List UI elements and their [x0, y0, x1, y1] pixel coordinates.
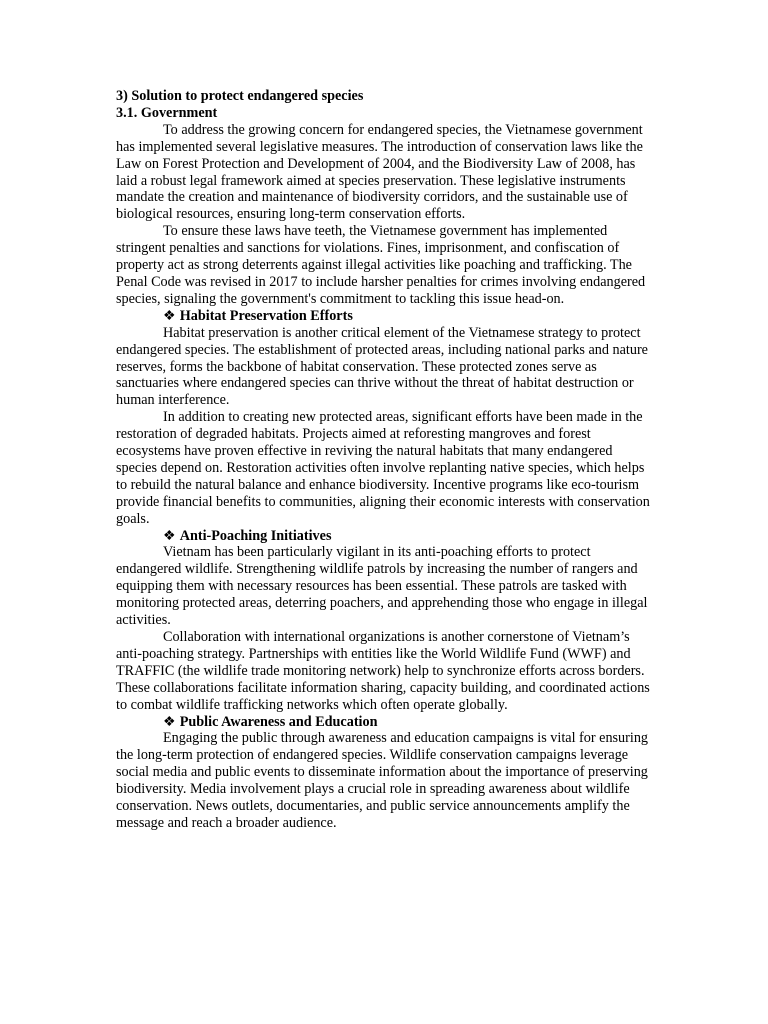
- bullet-heading-habitat: [116, 308, 656, 325]
- paragraph: To address the growing concern for endangered species, the Vietnamese government has implemented several legislative measures. The introduction of conservation laws like the Law on Forest Protection and Development of 2004, and the Biodiversity Law of 2008, has laid a robust legal framework aimed at species preservation. These legislative instruments mandate the creation and maintenance of biodiversity corridors, and the sustainable use of biological resources, ensuring long-term conservation efforts.: [116, 121, 643, 223]
- paragraph: In addition to creating new protected areas, significant efforts have been made in the restoration of degraded habitats. Projects aimed at reforesting mangroves and forest ecosystems have proven effective in reviving the natural habitats that many endangered species depend on. Restoration activities often involve replanting native species, which helps to rebuild the natural balance and enhance biodiversity. Incentive programs like eco-tourism provide financial benefits to communities, aligning their economic interests with conservation goals.: [116, 409, 650, 527]
- bullet-heading-label: Habitat Preservation Efforts: [179, 307, 353, 324]
- bullet-heading-label: Anti-Poaching Initiatives: [179, 527, 332, 544]
- subsection-title: 3.1. Government: [116, 104, 218, 121]
- bullet-heading-anti-poaching: [116, 528, 656, 545]
- paragraph: Habitat preservation is another critical element of the Vietnamese strategy to protect endangered species. The establishment of protected areas, including national parks and nature reserves, forms the backbone of habitat conservation. These protected zones serve as sanctuaries where endangered species can thrive without the threat of habitat destruction or human interference.: [116, 324, 648, 409]
- section-title: 3) Solution to protect endangered species: [116, 88, 364, 104]
- paragraph: Collaboration with international organizations is another cornerstone of Vietnam’s anti-poaching strategy. Partnerships with entities like the World Wildlife Fund (WWF) and TRAFFIC (the wildlife trade monitoring network) help to synchronize efforts across borders. These collaborations facilitate information sharing, capacity building, and coordinated actions to combat wildlife trafficking networks which often operate globally.: [116, 629, 650, 713]
- paragraph: To ensure these laws have teeth, the Vietnamese government has implemented stringent penalties and sanctions for violations. Fines, imprisonment, and confiscation of property act as strong deterrents against illegal activities like poaching and trafficking. The Penal Code was revised in 2017 to include harsher penalties for crimes involving endangered species, signaling the government's commitment to tackling this issue head-on.: [116, 223, 646, 307]
- diamond-bullet-icon: ❖: [163, 527, 176, 544]
- paragraph: Vietnam has been particularly vigilant in its anti-poaching efforts to protect endangered wildlife. Strengthening wildlife patrols by increasing the number of rangers and equipping them with necessary resources has been essential. These patrols are tasked with monitoring protected areas, deterring poachers, and apprehending those who engage in illegal activities.: [116, 544, 648, 629]
- bullet-heading-label: Public Awareness and Education: [179, 713, 378, 730]
- diamond-bullet-icon: ❖: [163, 713, 176, 730]
- paragraph: Engaging the public through awareness and education campaigns is vital for ensuring the long-term protection of endangered species. Wildlife conservation campaigns leverage social media and public events to disseminate information about the importance of preserving biodiversity. Media involvement plays a crucial role in spreading awareness about wildlife conservation. News outlets, documentaries, and public service announcements amplify the message and reach a broader audience.: [116, 730, 649, 831]
- bullet-heading-public-awareness: [116, 714, 656, 731]
- diamond-bullet-icon: ❖: [163, 307, 176, 324]
- document-page: [116, 88, 656, 832]
